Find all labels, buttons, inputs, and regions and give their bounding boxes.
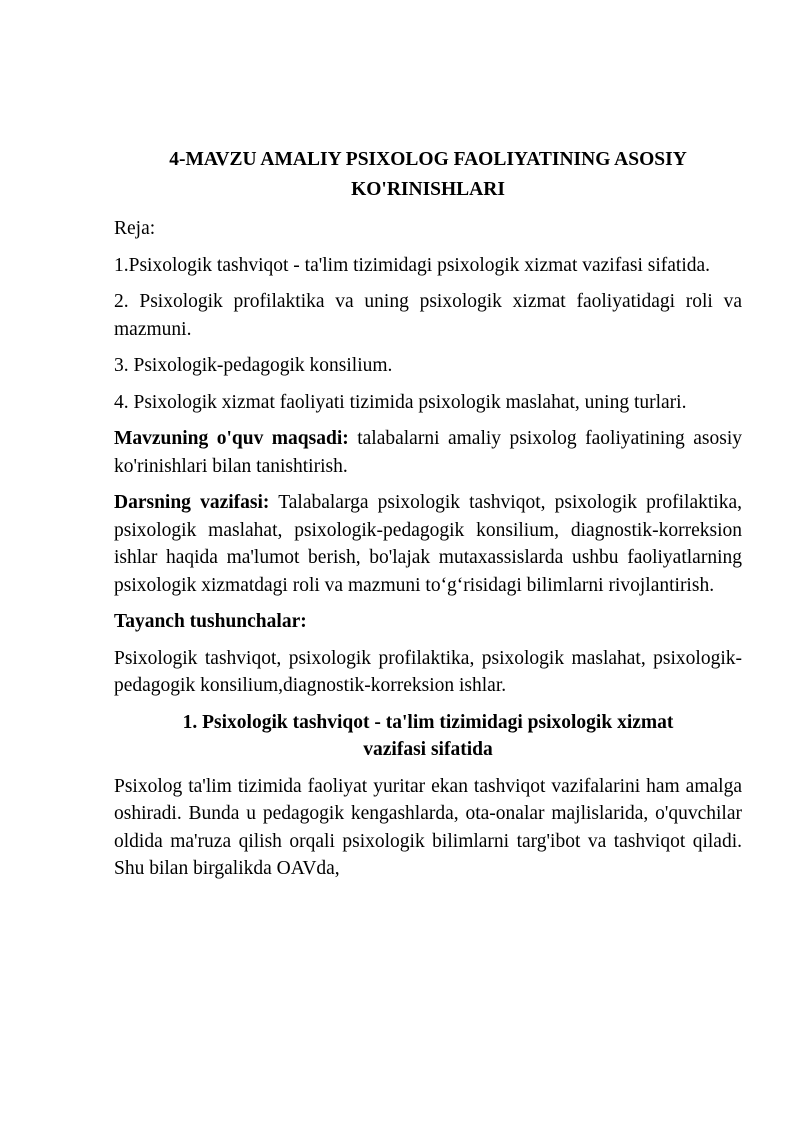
title-line-1: 4-MAVZU AMALIY PSIXOLOG FAOLIYATINING ASOSIY <box>169 149 687 170</box>
section-1-heading-line-2: vazifasi sifatida <box>363 739 493 760</box>
section-1-paragraph: Psixolog ta'lim tizimida faoliyat yuritar ekan tashviqot vazifalarini ham amalga oshiradi. Bunda u pedagogik kengashlarda, ota-onalar majlislarida, o'quvchilar oldida ma'ruza qilish orqali psixologik bilimlarni targ'ibot va tashviqot qiladi. Shu bilan birgalikda OAVda, <box>114 775 742 879</box>
document-page <box>114 145 742 892</box>
key-concepts-label: Tayanch tushunchalar: <box>114 611 307 632</box>
plan-label: Reja: <box>114 218 156 239</box>
plan-item-4: 4. Psixologik xizmat faoliyati tizimida psixologik maslahat, uning turlari. <box>114 391 687 413</box>
section-1-heading <box>114 709 742 764</box>
plan-item-3: 3. Psixologik-pedagogik konsilium. <box>114 355 393 376</box>
plan-item-1: 1.Psixologik tashviqot - ta'lim tizimidagi psixologik xizmat vazifasi sifatida. <box>114 254 711 276</box>
task-label: Darsning vazifasi: <box>114 492 270 513</box>
document-title <box>114 145 742 205</box>
goal-text: talabalarni amaliy psixolog faoliyatining asosiy ko'rinishlari bilan tanishtirish. <box>114 428 742 477</box>
task-paragraph <box>114 489 742 599</box>
section-1-heading-line-1: 1. Psixologik tashviqot - ta'lim tizimidagi psixologik xizmat <box>182 711 674 733</box>
key-concepts-text: Psixologik tashviqot, psixologik profilaktika, psixologik maslahat, psixologik-pedagogik konsilium,diagnostik-korreksion ishlar. <box>114 647 742 696</box>
task-text: Talabalarga psixologik tashviqot, psixologik profilaktika, psixologik maslahat, psixologik-pedagogik konsilium, diagnostik-korreksion ishlar haqida ma'lumot berish, bo'lajak mutaxassislarda ushbu faoliyatlarning psixologik xizmatdagi roli va mazmuni to‘g‘risidagi bilimlarni rivojlantirish. <box>114 492 742 596</box>
goal-paragraph <box>114 425 742 480</box>
plan-item-2: 2. Psixologik profilaktika va uning psixologik xizmat faoliyatidagi roli va mazmuni. <box>114 291 742 340</box>
title-line-2: KO'RINISHLARI <box>351 179 505 200</box>
goal-label: Mavzuning o'quv maqsadi: <box>114 428 349 449</box>
